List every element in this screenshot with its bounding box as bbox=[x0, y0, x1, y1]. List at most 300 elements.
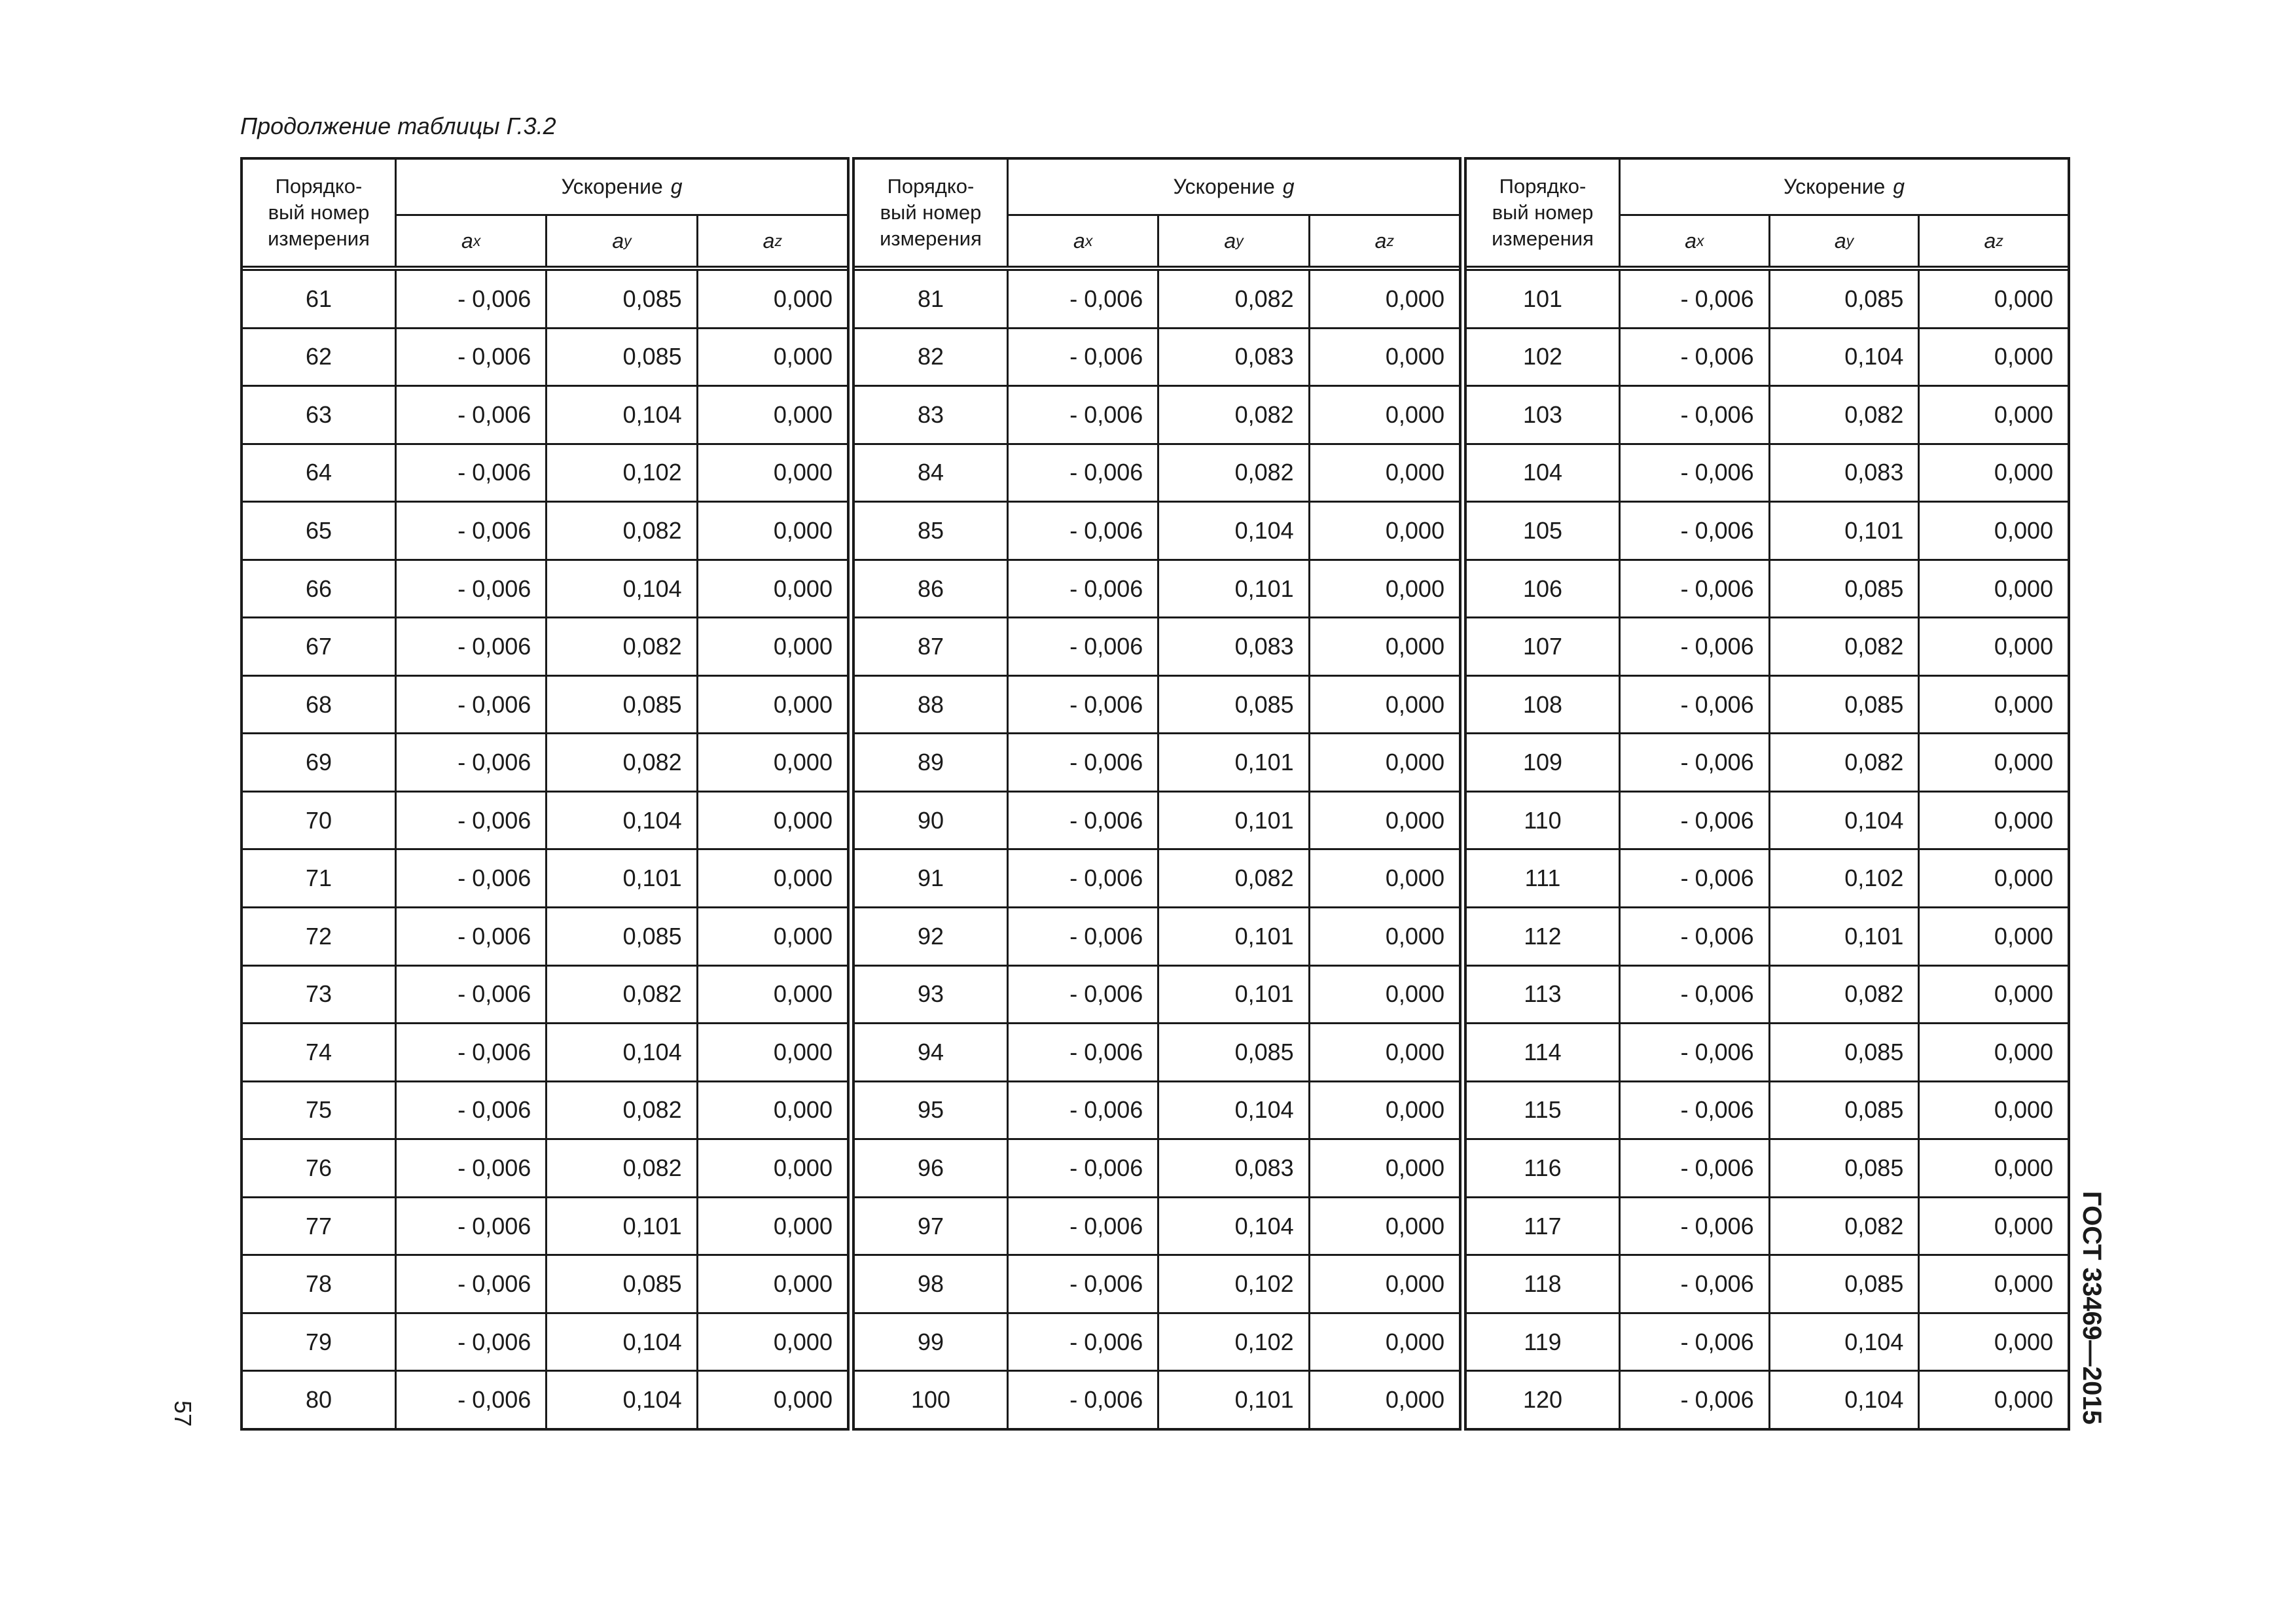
table-row bbox=[1467, 793, 2068, 851]
cell-az: 0,000 bbox=[1308, 1372, 1459, 1428]
table-row bbox=[1467, 1314, 2068, 1372]
table-header bbox=[243, 160, 847, 271]
cell-ax: - 0,006 bbox=[1680, 285, 1754, 312]
cell-measurement-number: 110 bbox=[1467, 793, 1621, 849]
header-num-line: вый номер bbox=[1492, 201, 1594, 224]
cell-measurement-number: 62 bbox=[243, 329, 397, 385]
table-row bbox=[1467, 1140, 2068, 1198]
page-number: 57 bbox=[170, 1400, 196, 1427]
cell-az: 0,000 bbox=[1918, 561, 2068, 617]
cell-az: 0,000 bbox=[1918, 1082, 2068, 1139]
cell-ax: - 0,006 bbox=[1069, 343, 1143, 370]
cell-ay: 0,085 bbox=[1768, 561, 1918, 617]
cell-measurement-number: 90 bbox=[855, 793, 1009, 849]
cell-az: 0,000 bbox=[696, 1140, 847, 1196]
cell-ay: 0,101 bbox=[1768, 908, 1918, 965]
table-row bbox=[1467, 387, 2068, 445]
table-row bbox=[243, 793, 847, 851]
table-block bbox=[852, 157, 1462, 1431]
header-ay-symbol: a bbox=[612, 228, 624, 253]
table-row bbox=[855, 734, 1459, 793]
cell-ay: 0,082 bbox=[1157, 271, 1308, 327]
header-num-line: Порядко- bbox=[275, 175, 363, 198]
cell-ay: 0,104 bbox=[545, 387, 696, 443]
cell-ay: 0,085 bbox=[545, 908, 696, 965]
cell-measurement-number: 79 bbox=[243, 1314, 397, 1370]
cell-ay: 0,104 bbox=[1768, 1314, 1918, 1370]
cell-measurement-number: 82 bbox=[855, 329, 1009, 385]
table-row bbox=[855, 387, 1459, 445]
cell-az: 0,000 bbox=[696, 271, 847, 327]
cell-az: 0,000 bbox=[1308, 271, 1459, 327]
cell-measurement-number: 91 bbox=[855, 850, 1009, 906]
cell-ax: - 0,006 bbox=[457, 575, 531, 602]
header-ax-index: x bbox=[473, 232, 481, 249]
table-row bbox=[855, 329, 1459, 387]
cell-measurement-number: 70 bbox=[243, 793, 397, 849]
table-row bbox=[1467, 1372, 2068, 1428]
cell-ay: 0,082 bbox=[1157, 850, 1308, 906]
cell-ay: 0,104 bbox=[1157, 1082, 1308, 1139]
cell-ay: 0,101 bbox=[545, 850, 696, 906]
cell-ay: 0,082 bbox=[545, 503, 696, 559]
cell-ay: 0,101 bbox=[1157, 734, 1308, 791]
cell-ax: - 0,006 bbox=[1680, 980, 1754, 1008]
table-block bbox=[240, 157, 850, 1431]
cell-ay: 0,101 bbox=[1157, 1372, 1308, 1428]
data-table bbox=[240, 157, 2070, 1431]
cell-measurement-number: 105 bbox=[1467, 503, 1621, 559]
cell-ay: 0,082 bbox=[1157, 387, 1308, 443]
cell-az: 0,000 bbox=[1308, 618, 1459, 675]
cell-az: 0,000 bbox=[696, 1024, 847, 1080]
cell-ax: - 0,006 bbox=[457, 1328, 531, 1355]
cell-measurement-number: 81 bbox=[855, 271, 1009, 327]
header-az-index: z bbox=[1996, 232, 2003, 249]
cell-ay: 0,082 bbox=[1768, 734, 1918, 791]
cell-ay: 0,085 bbox=[1768, 1082, 1918, 1139]
table-caption: Продолжение таблицы Г.3.2 bbox=[240, 113, 556, 139]
cell-ay: 0,085 bbox=[1157, 1024, 1308, 1080]
table-row bbox=[1467, 734, 2068, 793]
cell-ax: - 0,006 bbox=[457, 1212, 531, 1240]
cell-az: 0,000 bbox=[1918, 1140, 2068, 1196]
cell-ax: - 0,006 bbox=[1069, 1212, 1143, 1240]
header-axes bbox=[1009, 216, 1459, 266]
header-ax-index: x bbox=[1696, 232, 1704, 249]
header-acc-label: Ускорение bbox=[1783, 175, 1886, 198]
cell-measurement-number: 61 bbox=[243, 271, 397, 327]
cell-measurement-number: 84 bbox=[855, 445, 1009, 501]
cell-az: 0,000 bbox=[1308, 734, 1459, 791]
cell-az: 0,000 bbox=[1308, 445, 1459, 501]
cell-ax: - 0,006 bbox=[1680, 1386, 1754, 1414]
cell-ax: - 0,006 bbox=[457, 285, 531, 312]
cell-measurement-number: 96 bbox=[855, 1140, 1009, 1196]
cell-ay: 0,082 bbox=[1768, 1198, 1918, 1255]
table-row bbox=[855, 1372, 1459, 1428]
cell-ax: - 0,006 bbox=[1069, 575, 1143, 602]
cell-ay: 0,085 bbox=[545, 677, 696, 733]
cell-az: 0,000 bbox=[696, 329, 847, 385]
cell-az: 0,000 bbox=[1918, 1372, 2068, 1428]
table-header bbox=[1467, 160, 2068, 271]
cell-ay: 0,085 bbox=[545, 329, 696, 385]
cell-measurement-number: 108 bbox=[1467, 677, 1621, 733]
cell-az: 0,000 bbox=[1918, 618, 2068, 675]
cell-measurement-number: 107 bbox=[1467, 618, 1621, 675]
header-acceleration-title bbox=[1621, 160, 2068, 216]
table-row bbox=[243, 677, 847, 735]
cell-ax: - 0,006 bbox=[1069, 1270, 1143, 1298]
cell-ay: 0,085 bbox=[1768, 1024, 1918, 1080]
header-num-line: измерения bbox=[268, 227, 370, 250]
header-ay-symbol: a bbox=[1834, 228, 1846, 253]
cell-ax: - 0,006 bbox=[1680, 633, 1754, 660]
cell-ax: - 0,006 bbox=[1680, 343, 1754, 370]
cell-ay: 0,104 bbox=[545, 1314, 696, 1370]
cell-ay: 0,083 bbox=[1157, 329, 1308, 385]
cell-measurement-number: 120 bbox=[1467, 1372, 1621, 1428]
cell-az: 0,000 bbox=[696, 1372, 847, 1428]
cell-ay: 0,083 bbox=[1157, 618, 1308, 675]
table-row bbox=[243, 967, 847, 1025]
cell-measurement-number: 74 bbox=[243, 1024, 397, 1080]
cell-ax: - 0,006 bbox=[457, 1154, 531, 1181]
table-row bbox=[243, 1372, 847, 1428]
cell-ay: 0,104 bbox=[545, 793, 696, 849]
table-row bbox=[243, 618, 847, 677]
cell-ay: 0,085 bbox=[545, 1256, 696, 1312]
header-ax bbox=[1621, 216, 1768, 266]
table-row bbox=[855, 445, 1459, 503]
header-acc-label: Ускорение bbox=[561, 175, 663, 198]
cell-az: 0,000 bbox=[1308, 967, 1459, 1023]
cell-ay: 0,101 bbox=[1157, 561, 1308, 617]
cell-az: 0,000 bbox=[1918, 1256, 2068, 1312]
table-row bbox=[243, 850, 847, 908]
table-row bbox=[243, 1314, 847, 1372]
cell-ax: - 0,006 bbox=[457, 749, 531, 776]
cell-measurement-number: 104 bbox=[1467, 445, 1621, 501]
header-az-symbol: a bbox=[1374, 228, 1387, 253]
cell-az: 0,000 bbox=[1918, 1024, 2068, 1080]
cell-ax: - 0,006 bbox=[1680, 806, 1754, 834]
cell-ax: - 0,006 bbox=[1069, 690, 1143, 718]
table-row bbox=[243, 1256, 847, 1314]
cell-ax: - 0,006 bbox=[457, 516, 531, 544]
header-measurement-number bbox=[855, 160, 1009, 266]
header-ax-symbol: a bbox=[461, 228, 473, 253]
header-az-index: z bbox=[774, 232, 782, 249]
cell-measurement-number: 83 bbox=[855, 387, 1009, 443]
cell-measurement-number: 67 bbox=[243, 618, 397, 675]
cell-ax: - 0,006 bbox=[1680, 459, 1754, 486]
table-body bbox=[1467, 271, 2068, 1428]
cell-measurement-number: 93 bbox=[855, 967, 1009, 1023]
cell-measurement-number: 71 bbox=[243, 850, 397, 906]
table-row bbox=[1467, 677, 2068, 735]
cell-measurement-number: 116 bbox=[1467, 1140, 1621, 1196]
cell-measurement-number: 86 bbox=[855, 561, 1009, 617]
cell-ay: 0,101 bbox=[1157, 908, 1308, 965]
cell-ax: - 0,006 bbox=[1680, 749, 1754, 776]
header-acc-unit: g bbox=[670, 175, 683, 198]
header-acceleration-title bbox=[397, 160, 847, 216]
table-row bbox=[855, 271, 1459, 329]
cell-ay: 0,104 bbox=[1157, 1198, 1308, 1255]
cell-measurement-number: 65 bbox=[243, 503, 397, 559]
cell-az: 0,000 bbox=[696, 967, 847, 1023]
table-row bbox=[855, 561, 1459, 619]
cell-az: 0,000 bbox=[1308, 1082, 1459, 1139]
header-ay-index: y bbox=[624, 232, 632, 249]
cell-ax: - 0,006 bbox=[1680, 401, 1754, 428]
table-row bbox=[855, 793, 1459, 851]
cell-az: 0,000 bbox=[1308, 1140, 1459, 1196]
cell-ay: 0,085 bbox=[1768, 1256, 1918, 1312]
cell-measurement-number: 115 bbox=[1467, 1082, 1621, 1139]
cell-az: 0,000 bbox=[1918, 1198, 2068, 1255]
cell-az: 0,000 bbox=[1918, 503, 2068, 559]
cell-ax: - 0,006 bbox=[1069, 865, 1143, 892]
cell-ax: - 0,006 bbox=[1069, 1328, 1143, 1355]
cell-ay: 0,082 bbox=[1768, 967, 1918, 1023]
table-row bbox=[855, 618, 1459, 677]
cell-ax: - 0,006 bbox=[457, 806, 531, 834]
cell-ay: 0,102 bbox=[1157, 1256, 1308, 1312]
cell-az: 0,000 bbox=[1308, 329, 1459, 385]
header-ay-index: y bbox=[1846, 232, 1854, 249]
table-row bbox=[855, 1024, 1459, 1082]
cell-ax: - 0,006 bbox=[1680, 1096, 1754, 1124]
header-acceleration bbox=[1621, 160, 2068, 266]
cell-measurement-number: 109 bbox=[1467, 734, 1621, 791]
cell-az: 0,000 bbox=[1918, 445, 2068, 501]
table-row bbox=[1467, 967, 2068, 1025]
cell-ay: 0,104 bbox=[1157, 503, 1308, 559]
cell-measurement-number: 112 bbox=[1467, 908, 1621, 965]
cell-az: 0,000 bbox=[1308, 677, 1459, 733]
cell-ax: - 0,006 bbox=[457, 980, 531, 1008]
header-ay bbox=[1768, 216, 1918, 266]
cell-az: 0,000 bbox=[1918, 387, 2068, 443]
header-ax bbox=[1009, 216, 1157, 266]
cell-ax: - 0,006 bbox=[1680, 922, 1754, 950]
cell-ay: 0,104 bbox=[1768, 1372, 1918, 1428]
cell-ay: 0,085 bbox=[1768, 271, 1918, 327]
cell-measurement-number: 63 bbox=[243, 387, 397, 443]
table-row bbox=[243, 271, 847, 329]
cell-ax: - 0,006 bbox=[1069, 1154, 1143, 1181]
cell-az: 0,000 bbox=[1918, 850, 2068, 906]
table-row bbox=[243, 503, 847, 561]
table-row bbox=[1467, 1082, 2068, 1141]
cell-az: 0,000 bbox=[1308, 1024, 1459, 1080]
cell-ax: - 0,006 bbox=[1680, 1270, 1754, 1298]
cell-ay: 0,104 bbox=[1768, 793, 1918, 849]
cell-az: 0,000 bbox=[1308, 1198, 1459, 1255]
cell-ax: - 0,006 bbox=[1069, 749, 1143, 776]
header-acc-unit: g bbox=[1893, 175, 1905, 198]
cell-az: 0,000 bbox=[696, 734, 847, 791]
table-row bbox=[243, 1024, 847, 1082]
table-row bbox=[1467, 1024, 2068, 1082]
cell-az: 0,000 bbox=[1918, 271, 2068, 327]
table-row bbox=[243, 445, 847, 503]
header-axes bbox=[397, 216, 847, 266]
table-row bbox=[243, 329, 847, 387]
cell-ay: 0,101 bbox=[1157, 967, 1308, 1023]
cell-ay: 0,085 bbox=[1768, 677, 1918, 733]
header-acceleration-title bbox=[1009, 160, 1459, 216]
cell-az: 0,000 bbox=[696, 618, 847, 675]
cell-ax: - 0,006 bbox=[1069, 516, 1143, 544]
cell-ay: 0,082 bbox=[545, 1082, 696, 1139]
cell-ay: 0,101 bbox=[545, 1198, 696, 1255]
cell-ay: 0,082 bbox=[545, 1140, 696, 1196]
cell-az: 0,000 bbox=[1308, 793, 1459, 849]
cell-az: 0,000 bbox=[1308, 1314, 1459, 1370]
cell-az: 0,000 bbox=[1918, 677, 2068, 733]
cell-ay: 0,104 bbox=[1768, 329, 1918, 385]
table-row bbox=[855, 677, 1459, 735]
cell-ay: 0,082 bbox=[545, 734, 696, 791]
cell-measurement-number: 111 bbox=[1467, 850, 1621, 906]
cell-measurement-number: 68 bbox=[243, 677, 397, 733]
cell-ay: 0,082 bbox=[1157, 445, 1308, 501]
cell-az: 0,000 bbox=[696, 503, 847, 559]
cell-ax: - 0,006 bbox=[1069, 922, 1143, 950]
table-row bbox=[243, 387, 847, 445]
cell-ax: - 0,006 bbox=[457, 1038, 531, 1065]
cell-measurement-number: 101 bbox=[1467, 271, 1621, 327]
cell-measurement-number: 100 bbox=[855, 1372, 1009, 1428]
cell-measurement-number: 72 bbox=[243, 908, 397, 965]
cell-measurement-number: 92 bbox=[855, 908, 1009, 965]
table-row bbox=[243, 1140, 847, 1198]
cell-ax: - 0,006 bbox=[457, 401, 531, 428]
cell-az: 0,000 bbox=[696, 1198, 847, 1255]
table-row bbox=[1467, 908, 2068, 967]
cell-ax: - 0,006 bbox=[457, 1096, 531, 1124]
cell-ay: 0,101 bbox=[1768, 503, 1918, 559]
header-axes bbox=[1621, 216, 2068, 266]
header-ax-symbol: a bbox=[1685, 228, 1696, 253]
table-row bbox=[855, 1082, 1459, 1141]
cell-az: 0,000 bbox=[696, 908, 847, 965]
cell-ax: - 0,006 bbox=[1069, 633, 1143, 660]
cell-ax: - 0,006 bbox=[1680, 1212, 1754, 1240]
header-num-line: вый номер bbox=[880, 201, 982, 224]
table-block bbox=[1464, 157, 2070, 1431]
cell-az: 0,000 bbox=[1918, 793, 2068, 849]
document-title: ГОСТ 33469—2015 bbox=[2077, 1191, 2106, 1425]
cell-ax: - 0,006 bbox=[1069, 1038, 1143, 1065]
cell-ax: - 0,006 bbox=[1069, 1096, 1143, 1124]
table-row bbox=[855, 908, 1459, 967]
cell-az: 0,000 bbox=[696, 387, 847, 443]
cell-measurement-number: 88 bbox=[855, 677, 1009, 733]
header-ay bbox=[545, 216, 696, 266]
header-az bbox=[1918, 216, 2068, 266]
cell-ay: 0,082 bbox=[545, 618, 696, 675]
cell-ax: - 0,006 bbox=[1680, 1154, 1754, 1181]
header-num-line: измерения bbox=[1492, 227, 1594, 250]
table-row bbox=[243, 908, 847, 967]
cell-ax: - 0,006 bbox=[1069, 806, 1143, 834]
cell-ax: - 0,006 bbox=[457, 1386, 531, 1414]
cell-az: 0,000 bbox=[696, 677, 847, 733]
cell-az: 0,000 bbox=[1918, 734, 2068, 791]
table-body bbox=[243, 271, 847, 1428]
cell-ax: - 0,006 bbox=[1680, 1328, 1754, 1355]
cell-ax: - 0,006 bbox=[1680, 1038, 1754, 1065]
cell-measurement-number: 73 bbox=[243, 967, 397, 1023]
cell-az: 0,000 bbox=[696, 1256, 847, 1312]
cell-measurement-number: 99 bbox=[855, 1314, 1009, 1370]
table-row bbox=[855, 850, 1459, 908]
cell-measurement-number: 77 bbox=[243, 1198, 397, 1255]
cell-ax: - 0,006 bbox=[457, 865, 531, 892]
table-row bbox=[855, 1140, 1459, 1198]
cell-measurement-number: 78 bbox=[243, 1256, 397, 1312]
cell-az: 0,000 bbox=[696, 561, 847, 617]
cell-measurement-number: 113 bbox=[1467, 967, 1621, 1023]
cell-ax: - 0,006 bbox=[1680, 516, 1754, 544]
cell-measurement-number: 114 bbox=[1467, 1024, 1621, 1080]
cell-ay: 0,104 bbox=[545, 1024, 696, 1080]
cell-ax: - 0,006 bbox=[457, 922, 531, 950]
header-ay-symbol: a bbox=[1224, 228, 1236, 253]
header-num-line: вый номер bbox=[268, 201, 370, 224]
header-acc-label: Ускорение bbox=[1173, 175, 1275, 198]
cell-measurement-number: 85 bbox=[855, 503, 1009, 559]
cell-ay: 0,082 bbox=[545, 967, 696, 1023]
table-row bbox=[1467, 1198, 2068, 1257]
cell-az: 0,000 bbox=[1918, 908, 2068, 965]
cell-ay: 0,083 bbox=[1768, 445, 1918, 501]
table-row bbox=[243, 1082, 847, 1141]
table-row bbox=[1467, 503, 2068, 561]
table-body bbox=[855, 271, 1459, 1428]
cell-ax: - 0,006 bbox=[457, 343, 531, 370]
table-row bbox=[855, 1314, 1459, 1372]
header-az bbox=[696, 216, 847, 266]
cell-measurement-number: 117 bbox=[1467, 1198, 1621, 1255]
cell-ay: 0,083 bbox=[1157, 1140, 1308, 1196]
cell-measurement-number: 89 bbox=[855, 734, 1009, 791]
header-az-symbol: a bbox=[762, 228, 775, 253]
cell-measurement-number: 118 bbox=[1467, 1256, 1621, 1312]
header-acceleration bbox=[1009, 160, 1459, 266]
table-header bbox=[855, 160, 1459, 271]
table-row bbox=[855, 1198, 1459, 1257]
cell-az: 0,000 bbox=[696, 1314, 847, 1370]
header-ax-index: x bbox=[1085, 232, 1093, 249]
table-row bbox=[1467, 445, 2068, 503]
cell-ax: - 0,006 bbox=[1680, 865, 1754, 892]
table-row bbox=[1467, 271, 2068, 329]
cell-measurement-number: 94 bbox=[855, 1024, 1009, 1080]
cell-ax: - 0,006 bbox=[457, 459, 531, 486]
cell-az: 0,000 bbox=[1308, 561, 1459, 617]
cell-az: 0,000 bbox=[696, 1082, 847, 1139]
header-num-line: Порядко- bbox=[1499, 175, 1587, 198]
cell-ax: - 0,006 bbox=[1069, 401, 1143, 428]
cell-az: 0,000 bbox=[1918, 1314, 2068, 1370]
table-row bbox=[243, 734, 847, 793]
